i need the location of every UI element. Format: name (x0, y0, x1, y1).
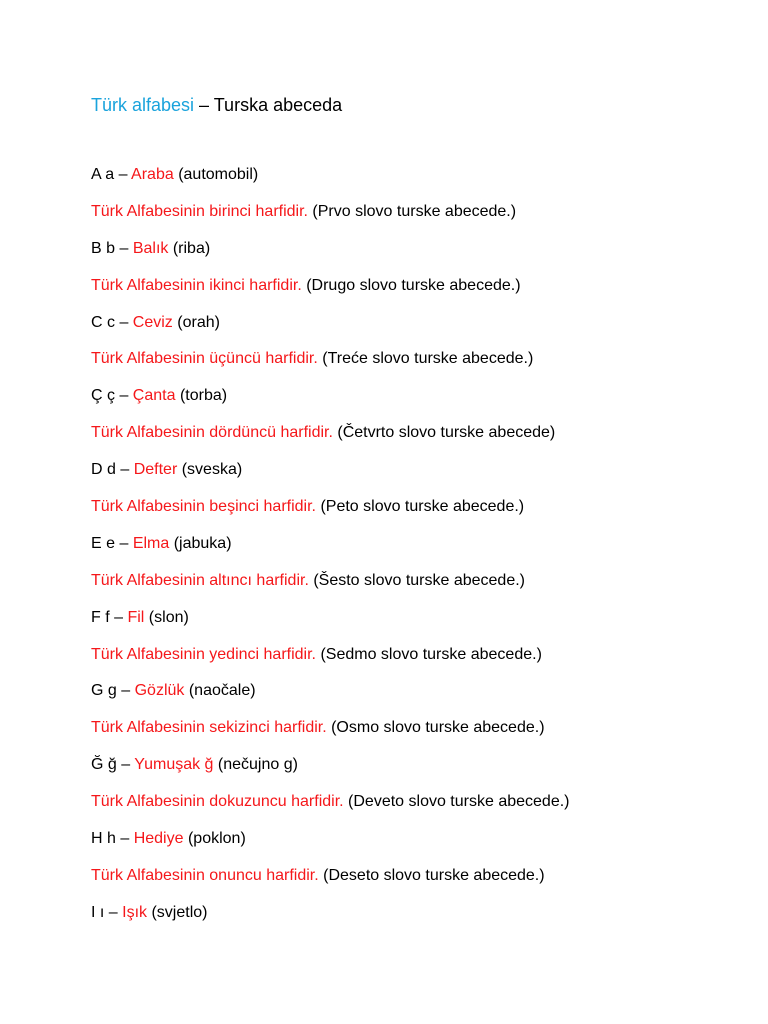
title-separator: – (194, 95, 214, 115)
sentence-translation: (Drugo slovo turske abecede.) (301, 276, 521, 294)
sentence-translation: (Četvrto slovo turske abecede) (332, 424, 556, 442)
turkish-sentence: Türk Alfabesinin sekizinci harfidir. (91, 719, 327, 737)
title-bosnian: Turska abeceda (213, 95, 343, 115)
letter-sentence (91, 496, 569, 533)
word-translation: (torba) (175, 387, 228, 405)
word-translation: (riba) (168, 239, 211, 257)
word-translation: (svjetlo) (147, 903, 208, 921)
sentence-translation: (Peto slovo turske abecede.) (316, 498, 525, 516)
turkish-sentence: Türk Alfabesinin dördüncü harfidir. (91, 424, 333, 442)
turkish-word: Araba (131, 166, 174, 183)
entry-separator: – (109, 608, 128, 626)
entry-separator: – (115, 830, 134, 848)
letter-pair: E e (91, 534, 116, 552)
letter-pair: A a (91, 166, 115, 183)
word-translation: (poklon) (183, 830, 246, 848)
turkish-word: Defter (133, 461, 178, 479)
letter-pair: D d (91, 461, 116, 479)
letter-sentence (91, 570, 569, 607)
entry-separator: – (115, 461, 134, 479)
word-translation: (jabuka) (169, 534, 232, 552)
letter-sentence (91, 865, 569, 902)
sentence-translation: (Šesto slovo turske abecede.) (308, 571, 525, 589)
word-translation: (slon) (144, 608, 189, 626)
letter-sentence (91, 275, 569, 312)
letter-entry (91, 828, 569, 865)
letter-entry (91, 312, 569, 349)
sentence-translation: (Osmo slovo turske abecede.) (326, 719, 545, 737)
entry-separator: – (104, 903, 123, 921)
sentence-translation: (Treće slovo turske abecede.) (317, 350, 534, 368)
turkish-sentence: Türk Alfabesinin üçüncü harfidir. (91, 350, 318, 368)
letter-pair: I ı (91, 903, 105, 921)
letter-pair: H h (91, 830, 116, 848)
sentence-translation: (Deveto slovo turske abecede.) (343, 793, 570, 811)
turkish-sentence: Türk Alfabesinin onuncu harfidir. (91, 866, 319, 884)
letter-entry (91, 607, 569, 644)
turkish-word: Işık (122, 903, 148, 921)
turkish-sentence: Türk Alfabesinin dokuzuncu harfidir. (91, 793, 344, 811)
letter-sentence (91, 791, 569, 828)
word-translation: (sveska) (177, 461, 243, 479)
letter-pair: G g (91, 682, 117, 700)
letter-entry (91, 533, 569, 570)
entry-separator: – (115, 239, 133, 257)
turkish-word: Ceviz (132, 313, 173, 331)
turkish-word: Çanta (132, 387, 176, 405)
letter-sentence (91, 717, 569, 754)
entry-separator: – (115, 387, 133, 405)
document-title (91, 93, 342, 117)
letter-pair: B b (91, 239, 116, 257)
entry-separator: – (115, 313, 133, 331)
letter-entry (91, 164, 569, 201)
turkish-word: Balık (132, 239, 169, 257)
word-translation: (nečujno g) (213, 756, 298, 774)
sentence-translation: (Sedmo slovo turske abecede.) (316, 645, 542, 663)
letter-entry (91, 385, 569, 422)
letter-sentence (91, 644, 569, 681)
letter-entry (91, 238, 569, 275)
title-turkish: Türk alfabesi (91, 95, 195, 115)
turkish-word: Gözlük (134, 682, 185, 700)
turkish-sentence: Türk Alfabesinin ikinci harfidir. (91, 276, 302, 294)
word-translation: (naočale) (184, 682, 256, 700)
entry-separator: – (115, 534, 133, 552)
letter-entry (91, 680, 569, 717)
turkish-sentence: Türk Alfabesinin yedinci harfidir. (91, 645, 316, 663)
turkish-sentence: Türk Alfabesinin beşinci harfidir. (91, 498, 316, 516)
letter-pair: Ç ç (91, 387, 115, 405)
turkish-word: Yumuşak ğ (134, 756, 214, 774)
letter-sentence (91, 201, 569, 238)
letter-pair: F f (91, 608, 110, 626)
letter-sentence (91, 422, 569, 459)
word-translation: (orah) (172, 313, 220, 331)
letter-entry (91, 754, 569, 791)
letter-pair: Ğ ğ (91, 756, 117, 774)
turkish-word: Fil (127, 608, 145, 626)
entry-separator: – (114, 166, 132, 183)
letter-pair: C c (91, 313, 115, 331)
letter-entry (91, 459, 569, 496)
sentence-translation: (Deseto slovo turske abecede.) (318, 866, 545, 884)
entry-separator: – (116, 756, 135, 774)
entry-separator: – (116, 682, 135, 700)
letter-entry (91, 902, 569, 939)
alphabet-list (91, 164, 569, 939)
turkish-word: Elma (132, 534, 170, 552)
turkish-word: Hediye (133, 830, 184, 848)
sentence-translation: (Prvo slovo turske abecede.) (307, 202, 517, 220)
turkish-sentence: Türk Alfabesinin birinci harfidir. (91, 202, 308, 220)
turkish-sentence: Türk Alfabesinin altıncı harfidir. (91, 571, 309, 589)
letter-sentence (91, 348, 569, 385)
word-translation: (automobil) (173, 166, 259, 183)
